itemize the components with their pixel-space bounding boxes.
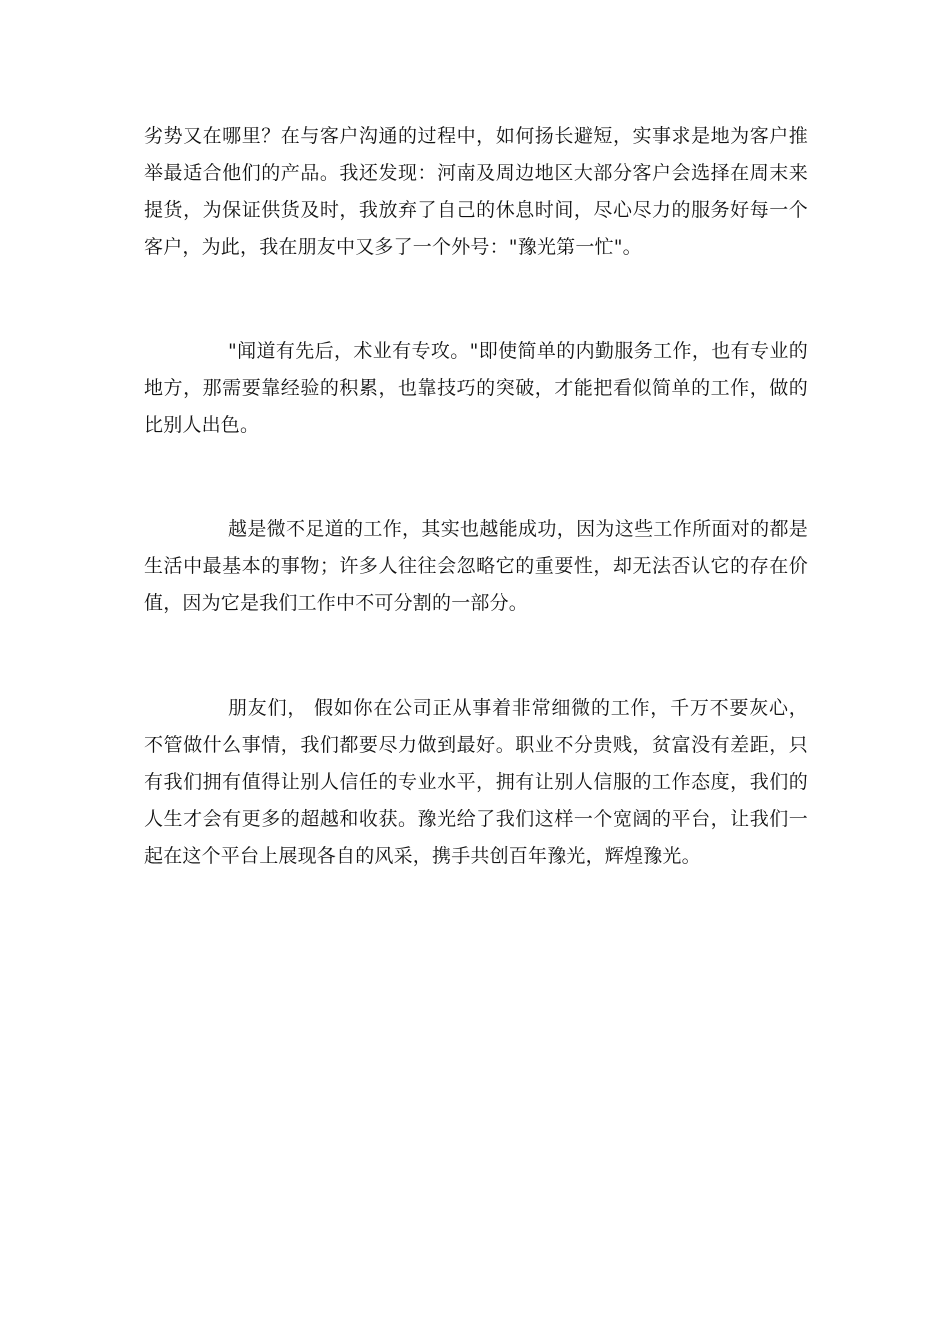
paragraph-closing: 朋友们， 假如你在公司正从事着非常细微的工作，千万不要灰心，不管做什么事情，我们都要尽力做到最好。职业不分贵贱，贫富没有差距，只有我们拥有值得让别人信任的专业水平，拥有让别人信服的工作态度，我们的人生才会有更多的超越和收获。豫光给了我们这样一个宽阔的平台，让我们一起在这个平台上展现各自的风采，携手共创百年豫光，辉煌豫光。: [144, 697, 808, 867]
paragraph-continued: 劣势又在哪里？在与客户沟通的过程中，如何扬长避短，实事求是地为客户推举最适合他们的产品。我还发现：河南及周边地区大部分客户会选择在周末来提货，为保证供货及时，我放弃了自己的休息时间，尽心尽力的服务好每一个客户，为此，我在朋友中又多了一个外号："豫光第一忙"。: [144, 125, 808, 258]
paragraph-small-work: 越是微不足道的工作，其实也越能成功，因为这些工作所面对的都是生活中最基本的事物；许多人往往会忽略它的重要性，却无法否认它的存在价值，因为它是我们工作中不可分割的一部分。: [144, 518, 808, 614]
paragraph-professional-skill: "闻道有先后，术业有专攻。"即使简单的内勤服务工作，也有专业的地方，那需要靠经验的积累，也靠技巧的突破，才能把看似简单的工作，做的比别人出色。: [144, 340, 808, 436]
